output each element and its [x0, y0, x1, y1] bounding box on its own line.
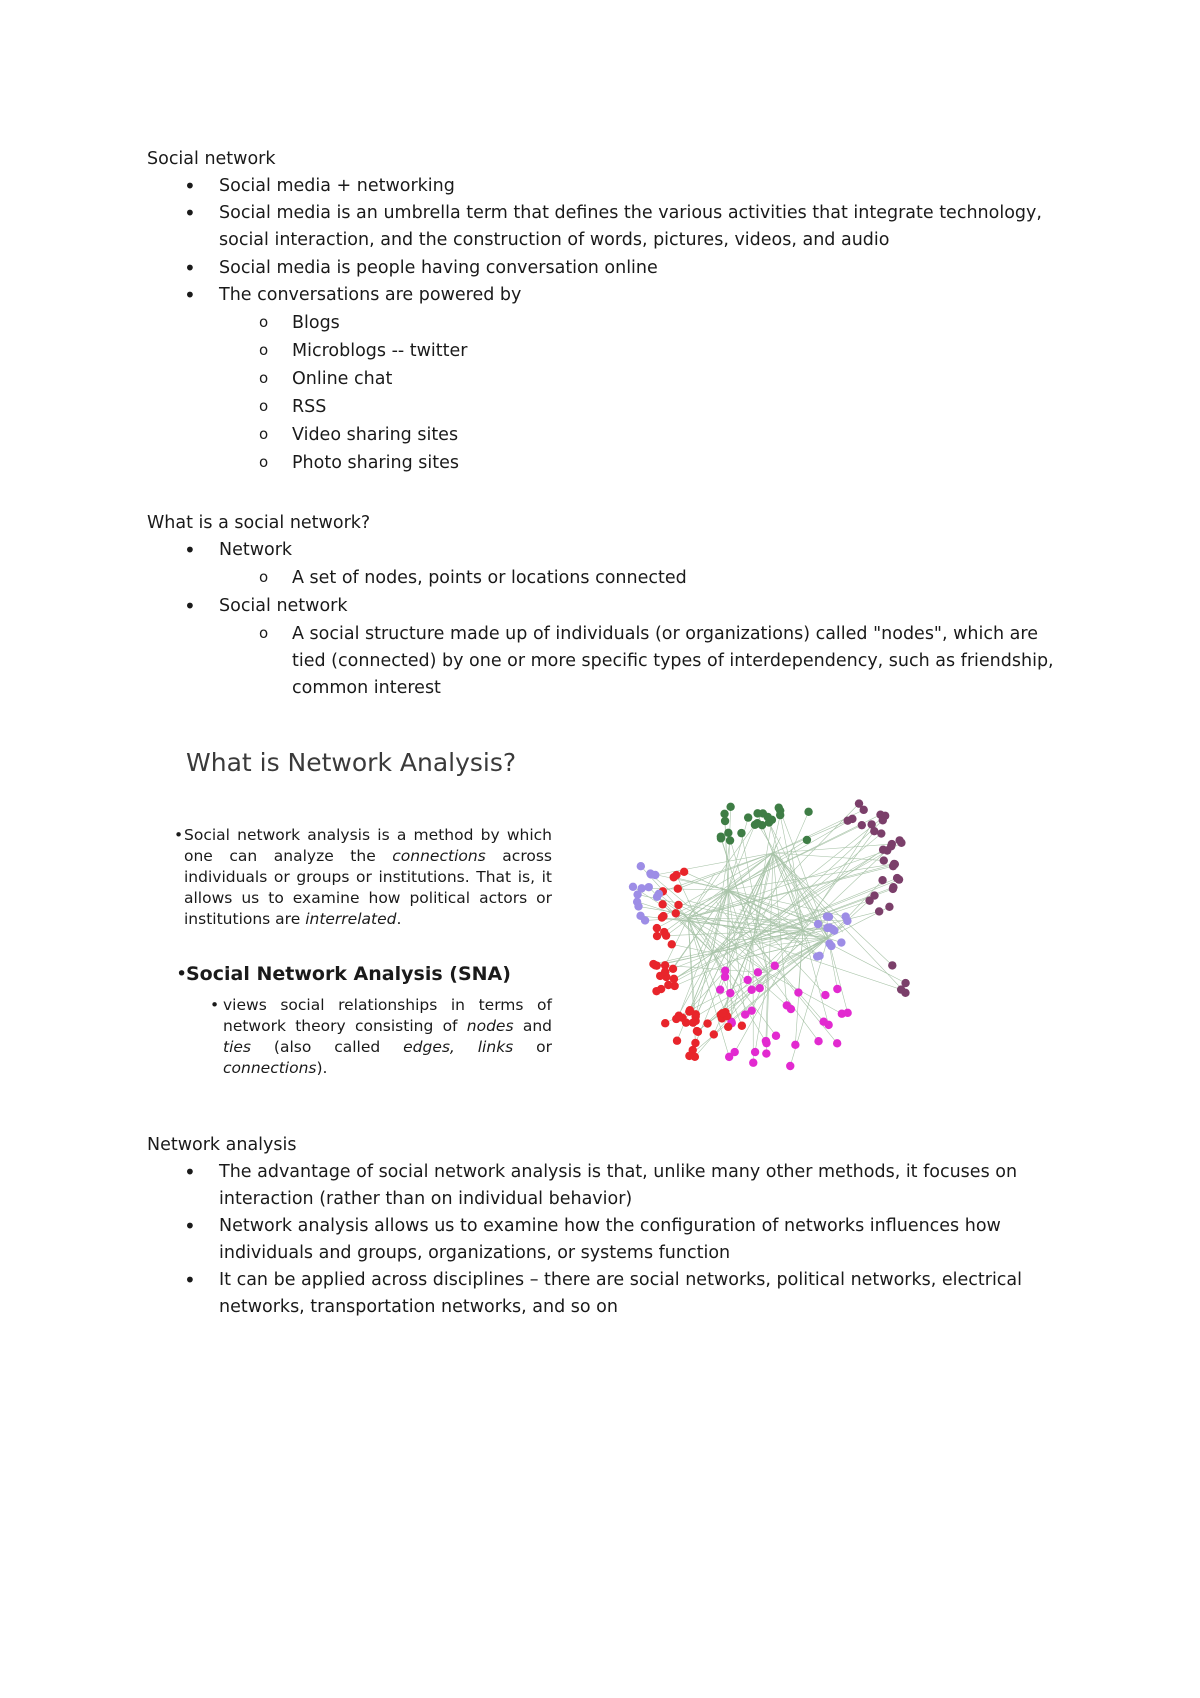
network-edge [787, 938, 828, 964]
slide-title: What is Network Analysis? [186, 748, 517, 777]
network-node [726, 803, 734, 811]
network-edge [642, 888, 728, 890]
network-node [659, 912, 667, 920]
network-node [814, 1037, 822, 1045]
network-node [721, 967, 729, 975]
network-node [653, 893, 661, 901]
sub-list-item: o Video sharing sites [292, 422, 1072, 449]
section-heading-social-network: Social network [147, 149, 276, 169]
network-node [710, 1030, 718, 1038]
network-node [737, 829, 745, 837]
sna-sub-bullet: • views social relationships in terms of network theory consisting of nodes and ties (also called edges, links or connections). [223, 995, 552, 1079]
network-node [672, 909, 680, 917]
network-node [776, 811, 784, 819]
network-edge [803, 824, 872, 930]
network-node [747, 1006, 755, 1014]
network-node [703, 1019, 711, 1027]
network-node [674, 884, 682, 892]
network-node [717, 834, 725, 842]
network-node [658, 900, 666, 908]
network-node [879, 846, 887, 854]
network-node [653, 924, 661, 932]
network-node [791, 1041, 799, 1049]
network-node [825, 913, 833, 921]
network-node [720, 810, 728, 818]
network-node [814, 920, 822, 928]
network-node [653, 932, 661, 940]
network-node [843, 1009, 851, 1017]
network-node [821, 991, 829, 999]
list-item: • Social media is an umbrella term that defines the various activities that integrate technology, social interaction, and the construction of words, pictures, videos, and audio [219, 200, 1069, 254]
network-node [815, 952, 823, 960]
network-node [694, 1028, 702, 1036]
network-node [823, 924, 831, 932]
sub-list-item: o A set of nodes, points or locations connected [292, 565, 1072, 592]
network-edge [655, 853, 773, 875]
network-node [867, 820, 875, 828]
sub-list-item: o Microblogs -- twitter [292, 338, 1072, 365]
network-node [738, 1022, 746, 1030]
network-node [649, 960, 657, 968]
network-node [686, 1006, 694, 1014]
network-node [673, 1037, 681, 1045]
network-node [718, 1009, 726, 1017]
network-node [841, 912, 849, 920]
network-node [772, 1032, 780, 1040]
network-node [753, 809, 761, 817]
network-node [891, 860, 899, 868]
network-node [833, 985, 841, 993]
network-node [888, 961, 896, 969]
network-node [754, 968, 762, 976]
network-node [637, 884, 645, 892]
network-node [634, 902, 642, 910]
network-node [762, 1049, 770, 1057]
network-node [885, 903, 893, 911]
network-node [691, 1039, 699, 1047]
network-node [670, 873, 678, 881]
network-node [889, 883, 897, 891]
network-node [652, 987, 660, 995]
network-node [747, 986, 755, 994]
network-node [837, 938, 845, 946]
sub-list-item: o A social structure made up of individuals (or organizations) called "nodes", which are tied (connected) by one or more specific types of interdependency, such as friendship, common interest [292, 621, 1072, 702]
network-edge [728, 890, 825, 995]
sub-list-item: o Online chat [292, 366, 1072, 393]
network-node [744, 813, 752, 821]
section-heading-what-is-social-network: What is a social network? [147, 513, 371, 533]
section-heading-network-analysis: Network analysis [147, 1135, 297, 1155]
list-item: • The advantage of social network analysis is that, unlike many other methods, it focuses on interaction (rather than on individual behavior) [219, 1159, 1069, 1213]
network-node [662, 931, 670, 939]
network-edge [779, 808, 803, 930]
network-node [680, 868, 688, 876]
list-item: • It can be applied across disciplines – there are social networks, political networks, electrical networks, transportation networks, and so on [219, 1267, 1069, 1321]
network-node [637, 862, 645, 870]
network-node [726, 989, 734, 997]
network-node [669, 965, 677, 973]
network-node [880, 856, 888, 864]
network-node [860, 806, 868, 814]
network-node [895, 875, 903, 883]
network-node [629, 883, 637, 891]
network-edge [798, 930, 803, 993]
network-node [661, 968, 669, 976]
network-node [724, 829, 732, 837]
network-node [843, 816, 851, 824]
network-node [881, 812, 889, 820]
network-node [794, 988, 802, 996]
slide-bullet: • Social network analysis is a method by which one can analyze the connections across individuals or groups or institutions. That is, it allows us to examine how political actors or institutions are interrelated. [184, 825, 552, 930]
network-node [804, 808, 812, 816]
network-node [762, 1037, 770, 1045]
list-item: • Social media + networking [219, 173, 1069, 200]
sub-list-item: o Blogs [292, 310, 1072, 337]
network-node [724, 1023, 732, 1031]
list-item: • Social media is people having conversation online [219, 255, 1069, 282]
network-node [645, 883, 653, 891]
network-node [877, 829, 885, 837]
network-graph-image [628, 798, 978, 1108]
network-edge [735, 930, 803, 1052]
list-item: • Network analysis allows us to examine how the configuration of networks influences how individuals and groups, organizations, or systems function [219, 1213, 1069, 1267]
network-node [756, 984, 764, 992]
network-edge [768, 973, 842, 1014]
network-node [858, 821, 866, 829]
network-node [689, 1018, 697, 1026]
network-node [824, 1021, 832, 1029]
network-node [751, 1048, 759, 1056]
network-node [771, 962, 779, 970]
network-node [726, 836, 734, 844]
network-node [751, 821, 759, 829]
network-node [827, 942, 835, 950]
network-node [744, 976, 752, 984]
network-node [670, 975, 678, 983]
sub-list-item: o Photo sharing sites [292, 450, 1072, 477]
network-node [651, 871, 659, 879]
network-node [721, 817, 729, 825]
list-item: • Network [219, 537, 1069, 564]
network-node [897, 985, 905, 993]
network-node [675, 1011, 683, 1019]
network-node [897, 839, 905, 847]
network-node [764, 813, 772, 821]
network-node [685, 1052, 693, 1060]
sub-list-item: o RSS [292, 394, 1072, 421]
network-node [786, 1062, 794, 1070]
list-item: • The conversations are powered by [219, 282, 1069, 309]
network-node [731, 1048, 739, 1056]
list-item: • Social network [219, 593, 1069, 620]
network-node [783, 1001, 791, 1009]
network-node [674, 901, 682, 909]
network-node [749, 1059, 757, 1067]
network-node [833, 1039, 841, 1047]
network-node [668, 940, 676, 948]
network-node [803, 836, 811, 844]
network-node [887, 842, 895, 850]
network-node [636, 912, 644, 920]
network-node [716, 985, 724, 993]
network-node [875, 907, 883, 915]
sna-heading: • Social Network Analysis (SNA) [186, 963, 511, 985]
network-node [661, 1019, 669, 1027]
network-node [870, 891, 878, 899]
network-node [878, 876, 886, 884]
network-edge [766, 853, 773, 1054]
